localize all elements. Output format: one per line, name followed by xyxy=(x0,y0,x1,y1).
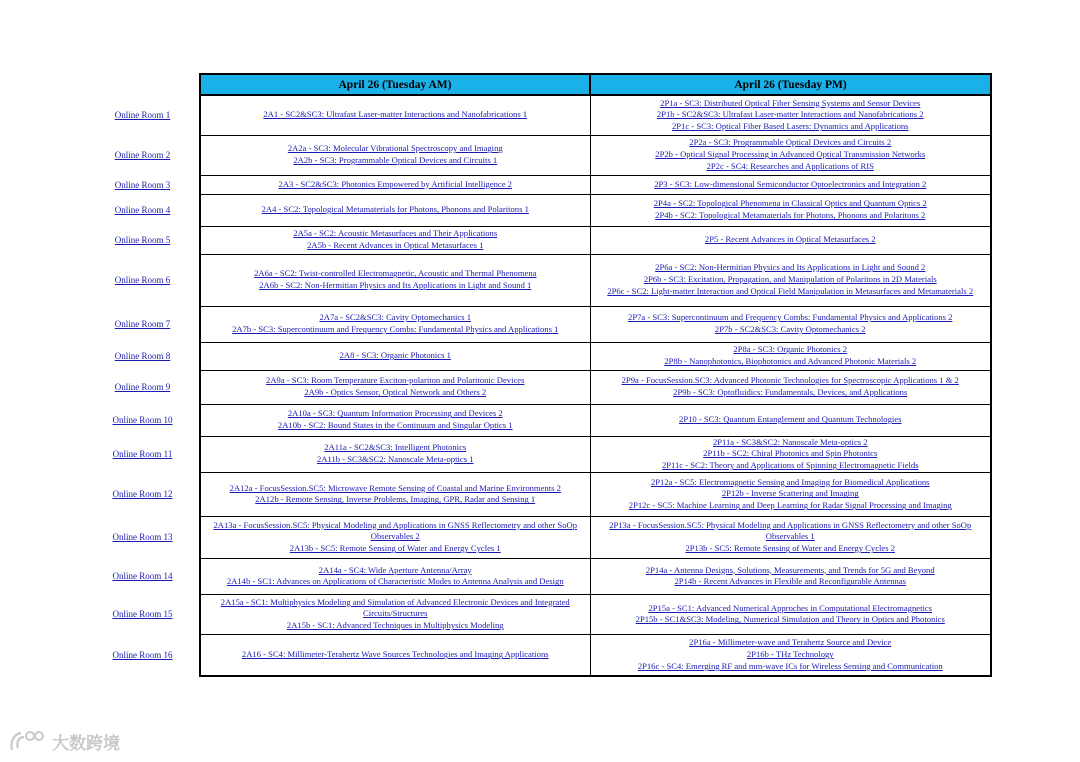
session-link[interactable]: 2P6b - SC3: Excitation, Propagation, and Manipulation of Polaritons in 2D Materials xyxy=(643,274,937,285)
room-cell xyxy=(86,370,200,404)
session-link[interactable]: 2A16 - SC4: Millimeter-Terahertz Wave Sources Technologies and Imaging Applications xyxy=(241,649,549,660)
watermark xyxy=(8,728,120,754)
table-row xyxy=(86,516,991,558)
table-row xyxy=(86,306,991,342)
pm-session-cell xyxy=(590,558,991,594)
pm-session-cell xyxy=(590,370,991,404)
table-row xyxy=(86,342,991,370)
am-session-cell xyxy=(200,594,590,634)
room-cell xyxy=(86,175,200,194)
pm-session-cell xyxy=(590,95,991,135)
session-link[interactable]: 2A9a - SC3: Room Temperature Exciton-polariton and Polaritonic Devices xyxy=(266,375,525,386)
pm-session-cell xyxy=(590,254,991,306)
pm-session-cell xyxy=(590,194,991,226)
room-cell xyxy=(86,472,200,516)
session-link[interactable]: 2P15a - SC1: Advanced Numerical Approches in Computational Electromagnetics xyxy=(648,602,933,613)
room-header-spacer xyxy=(86,74,200,95)
session-link[interactable]: 2P15b - SC1&SC3: Modeling, Numerical Simulation and Theory in Optics and Photonics xyxy=(635,614,945,625)
header-pm: April 26 (Tuesday PM) xyxy=(590,74,991,95)
pm-session-cell xyxy=(590,594,991,634)
table-row xyxy=(86,634,991,676)
room-link[interactable]: Online Room 3 xyxy=(114,179,171,190)
room-link[interactable]: Online Room 9 xyxy=(114,382,171,392)
room-cell xyxy=(86,306,200,342)
room-link[interactable]: Online Room 4 xyxy=(114,205,171,215)
session-link[interactable]: 2P10 - SC3: Quantum Entanglement and Quantum Technologies xyxy=(679,414,902,425)
session-link[interactable]: 2P7a - SC3: Supercontinuum and Frequency Combs: Fundamental Physics and Applications 2 xyxy=(628,312,953,323)
session-link[interactable]: 2P14a - Antenna Designs, Solutions, Measurements, and Trends for 5G and Beyond xyxy=(645,564,935,575)
session-link[interactable]: 2A2a - SC3: Molecular Vibrational Spectroscopy and Imaging xyxy=(287,143,503,154)
table-row xyxy=(86,194,991,226)
room-cell xyxy=(86,634,200,676)
session-link[interactable]: 2P2c - SC4: Researches and Applications of RIS xyxy=(706,160,874,171)
room-cell xyxy=(86,594,200,634)
room-cell xyxy=(86,516,200,558)
session-link[interactable]: 2P8b - Nanophotonics, Biophotonics and Advanced Photonic Materials 2 xyxy=(664,356,917,366)
pm-session-cell xyxy=(590,404,991,436)
am-session-cell xyxy=(200,558,590,594)
session-link[interactable]: 2A5a - SC2: Acoustic Metasurfaces and Their Applications xyxy=(293,228,498,239)
room-cell xyxy=(86,95,200,135)
table-row xyxy=(86,404,991,436)
session-link[interactable]: 2P11b - SC2: Chiral Photonics and Spin Photonics xyxy=(703,448,878,459)
session-link[interactable]: 2P16b - THz Technology xyxy=(746,649,834,660)
session-link[interactable]: 2P6a - SC2: Non-Hermitian Physics and Its Applications in Light and Sound 2 xyxy=(655,262,926,273)
pm-session-cell xyxy=(590,135,991,175)
room-link[interactable]: Online Room 14 xyxy=(112,571,173,582)
table-row xyxy=(86,95,991,135)
session-link[interactable]: 2A14b - SC1: Advances on Applications of Characteristic Modes to Antenna Analysis and Design xyxy=(226,576,564,587)
session-link[interactable]: 2P9b - SC3: Optofluidics: Fundamentals, Devices, and Applications xyxy=(673,387,908,397)
table-row xyxy=(86,135,991,175)
session-link[interactable]: 2P9a - FocusSession.SC3: Advanced Photonic Technologies for Spectroscopic Applications 1 & 2 xyxy=(621,375,959,386)
am-session-cell xyxy=(200,516,590,558)
room-cell xyxy=(86,558,200,594)
session-link[interactable]: 2P16c - SC4: Emerging RF and mm-wave ICs for Wireless Sensing and Communication xyxy=(637,661,943,672)
am-session-cell xyxy=(200,306,590,342)
session-link[interactable]: 2A7b - SC3: Supercontinuum and Frequency Combs: Fundamental Physics and Applications 1 xyxy=(232,324,559,334)
session-link[interactable]: 2A12a - FocusSession.SC5: Microwave Remote Sensing of Coastal and Marine Environments 2 xyxy=(229,482,561,493)
session-link[interactable]: 2A6a - SC2: Twist-controlled Electromagnetic, Acoustic and Thermal Phenomena xyxy=(254,268,537,279)
am-session-cell xyxy=(200,472,590,516)
session-link[interactable]: 2P11c - SC2: Theory and Applications of Spinning Electromagnetic Fields xyxy=(661,460,919,471)
am-session-cell xyxy=(200,175,590,194)
header-row xyxy=(86,74,991,95)
session-link[interactable]: 2A10a - SC3: Quantum Information Processing and Devices 2 xyxy=(287,408,503,419)
am-session-cell xyxy=(200,370,590,404)
room-cell xyxy=(86,436,200,472)
session-link[interactable]: 2P12c - SC5: Machine Learning and Deep Learning for Radar Signal Processing and Imaging xyxy=(628,500,952,511)
am-session-cell xyxy=(200,634,590,676)
session-link[interactable]: 2A12b - Remote Sensing, Inverse Problems, Imaging, GPR, Radar and Sensing 1 xyxy=(255,494,536,505)
session-link[interactable]: 2A6b - SC2: Non-Hermitian Physics and Its Applications in Light and Sound 1 xyxy=(259,280,532,290)
table-row xyxy=(86,594,991,634)
session-link[interactable]: 2P13a - FocusSession.SC5: Physical Modeling and Applications in GNSS Reflectometry and other SoOp Observables 1 xyxy=(609,519,972,542)
table-row xyxy=(86,226,991,254)
room-cell xyxy=(86,194,200,226)
am-session-cell xyxy=(200,95,590,135)
session-link[interactable]: 2A5b - Recent Advances in Optical Metasurfaces 1 xyxy=(307,240,484,250)
table-row xyxy=(86,436,991,472)
am-session-cell xyxy=(200,194,590,226)
room-link[interactable]: Online Room 11 xyxy=(112,449,173,460)
session-link[interactable]: 2A4 - SC2: Topological Metamaterials for Photons, Phonons and Polaritons 1 xyxy=(261,204,529,215)
pm-session-cell xyxy=(590,472,991,516)
session-link[interactable]: 2P4a - SC2: Topological Phenomena in Classical Optics and Quantum Optics 2 xyxy=(653,198,927,209)
session-link[interactable]: 2A13a - FocusSession.SC5: Physical Modeling and Applications in GNSS Reflectometry and other SoOp Observables 2 xyxy=(213,519,578,542)
session-link[interactable]: 2A10b - SC2: Bound States in the Continuum and Singular Optics 1 xyxy=(277,420,513,430)
watermark-text: 大数跨境 xyxy=(52,733,120,754)
room-link[interactable]: Online Room 5 xyxy=(114,235,171,245)
session-link[interactable]: 2A15a - SC1: Multiphysics Modeling and Simulation of Advanced Electronic Devices and Integrated Circuits/Structures xyxy=(220,596,570,619)
session-link[interactable]: 2A7a - SC2&SC3: Cavity Optomechanics 1 xyxy=(319,312,472,323)
room-link[interactable]: Online Room 1 xyxy=(114,110,171,120)
session-link[interactable]: 2P6c - SC2: Light-matter Interaction and Optical Field Manipulation in Metasurfaces and Metamaterials 2 xyxy=(607,285,974,296)
table-row xyxy=(86,175,991,194)
header-am: April 26 (Tuesday AM) xyxy=(200,74,590,95)
session-link[interactable]: 2A3 - SC2&SC3: Photonics Empowered by Artificial Intelligence 2 xyxy=(278,178,512,189)
am-session-cell xyxy=(200,436,590,472)
room-link[interactable]: Online Room 12 xyxy=(112,489,173,500)
table-row xyxy=(86,254,991,306)
session-link[interactable]: 2P8a - SC3: Organic Photonics 2 xyxy=(733,344,848,355)
am-session-cell xyxy=(200,342,590,370)
pm-session-cell xyxy=(590,436,991,472)
room-link[interactable]: Online Room 8 xyxy=(114,351,171,361)
pm-session-cell xyxy=(590,342,991,370)
am-session-cell xyxy=(200,254,590,306)
session-link[interactable]: 2P5 - Recent Advances in Optical Metasurfaces 2 xyxy=(704,234,876,245)
session-link[interactable]: 2A11b - SC3&SC2: Nanoscale Meta-optics 1 xyxy=(316,454,474,465)
session-link[interactable]: 2P1a - SC3: Distributed Optical Fiber Sensing Systems and Sensor Devices xyxy=(660,97,921,108)
session-link[interactable]: 2A13b - SC5: Remote Sensing of Water and Energy Cycles 1 xyxy=(289,543,501,554)
session-link[interactable]: 2P14b - Recent Advances in Flexible and Reconfigurable Antennas xyxy=(674,576,906,587)
room-link[interactable]: Online Room 6 xyxy=(114,275,171,285)
session-link[interactable]: 2A9b - Optics Sensor, Optical Network and Others 2 xyxy=(304,387,487,397)
session-link[interactable]: 2A14a - SC4: Wide Aperture Antenna/Array xyxy=(318,564,472,575)
session-link[interactable]: 2P11a - SC3&SC2: Nanoscale Meta-optics 2 xyxy=(712,436,868,447)
session-link[interactable]: 2P1c - SC3: Optical Fiber Based Lasers: Dynamics and Applications xyxy=(671,121,909,132)
room-link[interactable]: Online Room 7 xyxy=(114,319,171,329)
room-link[interactable]: Online Room 15 xyxy=(112,609,173,620)
session-link[interactable]: 2A2b - SC3: Programmable Optical Devices and Circuits 1 xyxy=(293,155,498,165)
session-link[interactable]: 2A8 - SC3: Organic Photonics 1 xyxy=(339,350,451,361)
room-link[interactable]: Online Room 13 xyxy=(112,532,173,543)
session-link[interactable]: 2P7b - SC2&SC3: Cavity Optomechanics 2 xyxy=(714,324,866,334)
room-cell xyxy=(86,404,200,436)
room-cell xyxy=(86,226,200,254)
session-link[interactable]: 2P12b - Inverse Scattering and Imaging xyxy=(721,488,859,499)
session-link[interactable]: 2A1 - SC2&SC3: Ultrafast Laser-matter Interactions and Nanofabrications 1 xyxy=(263,109,528,120)
session-link[interactable]: 2P3 - SC3: Low-dimensional Semiconductor Optoelectronics and Integration 2 xyxy=(654,178,927,189)
session-link[interactable]: 2A11a - SC2&SC3: Intelligent Photonics xyxy=(324,442,467,453)
session-link[interactable]: 2P13b - SC5: Remote Sensing of Water and Energy Cycles 2 xyxy=(685,543,895,554)
session-link[interactable]: 2P2b - Optical Signal Processing in Advanced Optical Transmission Networks xyxy=(655,149,926,160)
am-session-cell xyxy=(200,404,590,436)
pm-session-cell xyxy=(590,306,991,342)
table-row xyxy=(86,558,991,594)
am-session-cell xyxy=(200,135,590,175)
session-link[interactable]: 2P2a - SC3: Programmable Optical Devices and Circuits 2 xyxy=(689,137,892,148)
session-link[interactable]: 2P12a - SC5: Electromagnetic Sensing and Imaging for Biomedical Applications xyxy=(650,476,930,487)
session-link[interactable]: 2P4b - SC2: Topological Metamaterials for Photons, Phonons and Polaritons 2 xyxy=(655,210,926,220)
watermark-logo-icon xyxy=(8,728,48,754)
session-link[interactable]: 2A15b - SC1: Advanced Techniques in Multiphysics Modeling xyxy=(286,620,504,631)
room-cell xyxy=(86,135,200,175)
room-cell xyxy=(86,254,200,306)
schedule-table xyxy=(86,73,992,677)
room-link[interactable]: Online Room 16 xyxy=(112,650,173,661)
pm-session-cell xyxy=(590,634,991,676)
room-cell xyxy=(86,342,200,370)
schedule-body xyxy=(86,95,991,676)
am-session-cell xyxy=(200,226,590,254)
table-row xyxy=(86,472,991,516)
pm-session-cell xyxy=(590,516,991,558)
room-link[interactable]: Online Room 10 xyxy=(112,415,173,425)
room-link[interactable]: Online Room 2 xyxy=(114,150,171,160)
pm-session-cell xyxy=(590,175,991,194)
session-link[interactable]: 2P16a - Millimeter-wave and Terahertz Source and Device xyxy=(689,637,892,648)
pm-session-cell xyxy=(590,226,991,254)
session-link[interactable]: 2P1b - SC2&SC3: Ultrafast Laser-matter Interactions and Nanofabrications 2 xyxy=(656,109,924,120)
table-row xyxy=(86,370,991,404)
